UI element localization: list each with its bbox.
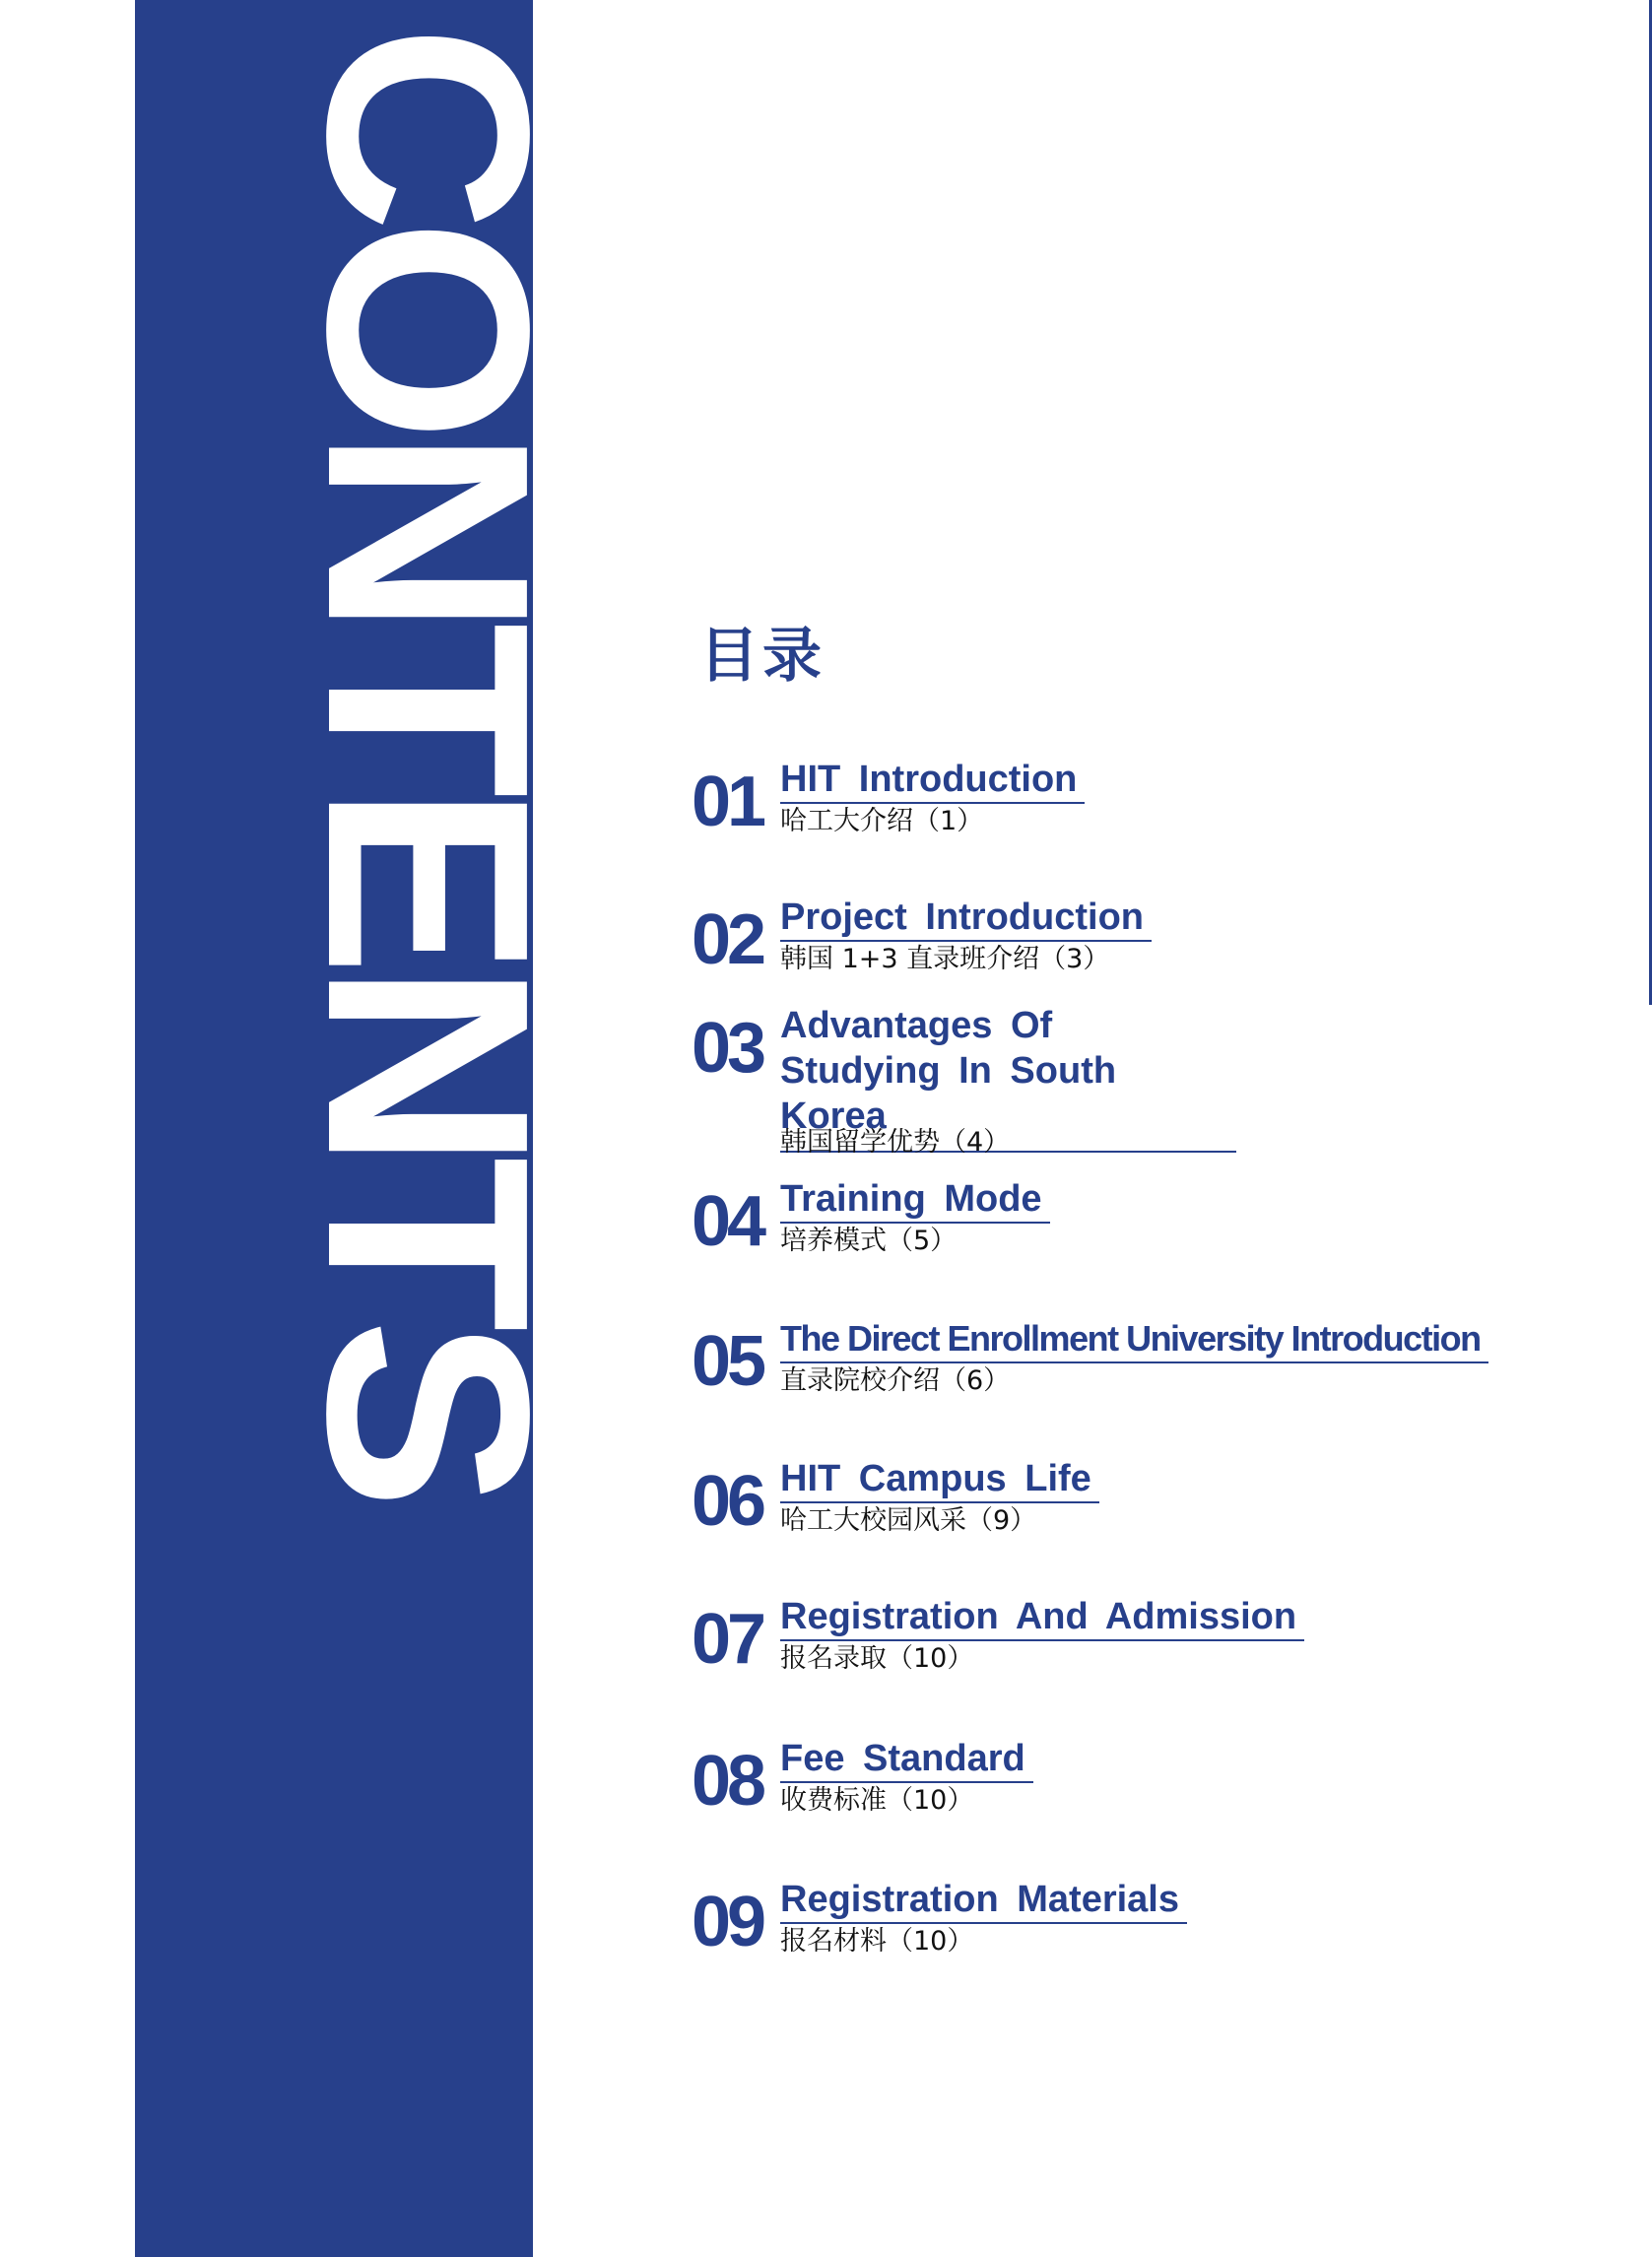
toc-title-zh: 韩国留学优势（4） (780, 1127, 1011, 1158)
toc-title-en[interactable]: Fee Standard (780, 1736, 1033, 1783)
toc-number: 03 (692, 1009, 763, 1088)
toc-number: 06 (692, 1462, 763, 1541)
toc-number: 02 (692, 900, 763, 979)
toc-title: 目录 (699, 622, 826, 691)
toc-title-zh: 培养模式（5） (780, 1226, 958, 1256)
toc-number: 08 (692, 1742, 763, 1821)
toc-title-en[interactable]: Training Mode (780, 1176, 1050, 1224)
toc-title-en[interactable]: Registration And Admission (780, 1594, 1304, 1641)
toc-number: 05 (692, 1322, 763, 1401)
toc-number: 04 (692, 1182, 763, 1261)
contents-vertical-heading: CONTENTS (268, 25, 589, 1496)
toc-title-zh: 报名录取（10） (780, 1643, 974, 1674)
toc-title-en[interactable]: The Direct Enrollment University Introduction (780, 1316, 1488, 1363)
toc-title-en[interactable]: HIT Introduction (780, 757, 1085, 804)
toc-title-en[interactable]: Registration Materials (780, 1877, 1187, 1924)
toc-title-en[interactable]: HIT Campus Life (780, 1456, 1099, 1503)
toc-number: 09 (692, 1883, 763, 1961)
toc-title-zh: 收费标准（10） (780, 1785, 974, 1816)
toc-title-zh: 韩国 1+3 直录班介绍（3） (780, 944, 1110, 974)
toc-title-zh: 直录院校介绍（6） (780, 1365, 1011, 1396)
toc-title-zh: 哈工大校园风采（9） (780, 1505, 1037, 1536)
toc-number: 07 (692, 1600, 763, 1679)
toc-number: 01 (692, 763, 763, 841)
toc-title-en[interactable]: Project Introduction (780, 895, 1152, 942)
toc-title-en[interactable]: Advantages Of Studying In South Korea (780, 1003, 1236, 1153)
toc-title-zh: 哈工大介绍（1） (780, 806, 984, 836)
toc-title-zh: 报名材料（10） (780, 1926, 974, 1957)
